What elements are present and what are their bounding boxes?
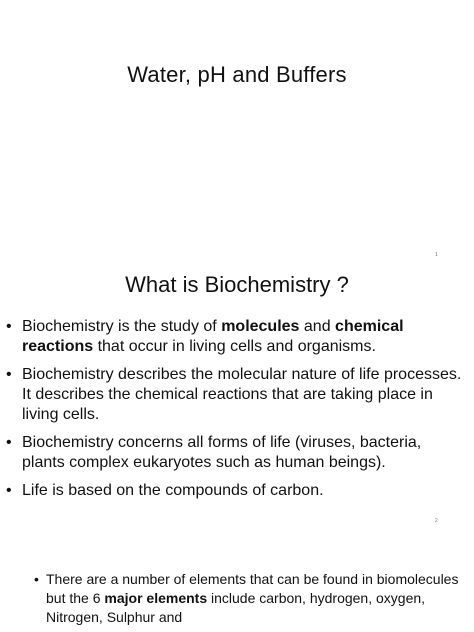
bullet-dot: •	[34, 571, 39, 587]
bullet-text: and	[299, 318, 336, 335]
bullet-dot: •	[6, 366, 12, 383]
bullet-bold-text: molecules	[221, 318, 300, 335]
slide-2	[0, 262, 474, 528]
bullet-text: Biochemistry is the study of	[22, 318, 222, 335]
bullet-item	[6, 481, 468, 501]
bullet-item	[34, 570, 470, 627]
bullet-item	[6, 365, 468, 425]
bullet-text: There are a number of elements that can be found in biomolecules but the 6	[46, 571, 459, 606]
bullet-text: Life is based on the compounds of carbon.	[22, 482, 324, 499]
bullet-text: include carbon, hydrogen, oxygen, Nitrogen, Sulphur and	[46, 590, 426, 625]
bullet-item	[6, 317, 468, 357]
slide-2-number: 2	[435, 518, 438, 524]
slide-3-bullet-list	[34, 570, 470, 627]
bullet-dot: •	[6, 318, 12, 335]
bullet-dot: •	[6, 434, 12, 451]
slide-2-bullet-list	[6, 317, 468, 509]
slide-1-title: Water, pH and Buffers	[127, 62, 347, 87]
bullet-text: Biochemistry concerns all forms of life (viruses, bacteria, plants complex eukaryotes such as human beings).	[22, 434, 422, 471]
slide-1-number: 1	[435, 252, 438, 258]
bullet-item	[6, 433, 468, 473]
slide-2-title: What is Biochemistry ?	[125, 272, 349, 297]
slide-3	[0, 528, 474, 632]
bullet-text: that occur in living cells and organisms.	[93, 338, 376, 355]
bullet-dot: •	[6, 482, 12, 499]
bullet-bold-text: chemical reactions	[22, 318, 404, 355]
bullet-bold-text: major elements	[104, 590, 208, 606]
bullet-text: Biochemistry describes the molecular nature of life processes. It describes the chemical reactions that are taking place in living cells.	[22, 366, 462, 423]
slide-1	[0, 0, 474, 262]
